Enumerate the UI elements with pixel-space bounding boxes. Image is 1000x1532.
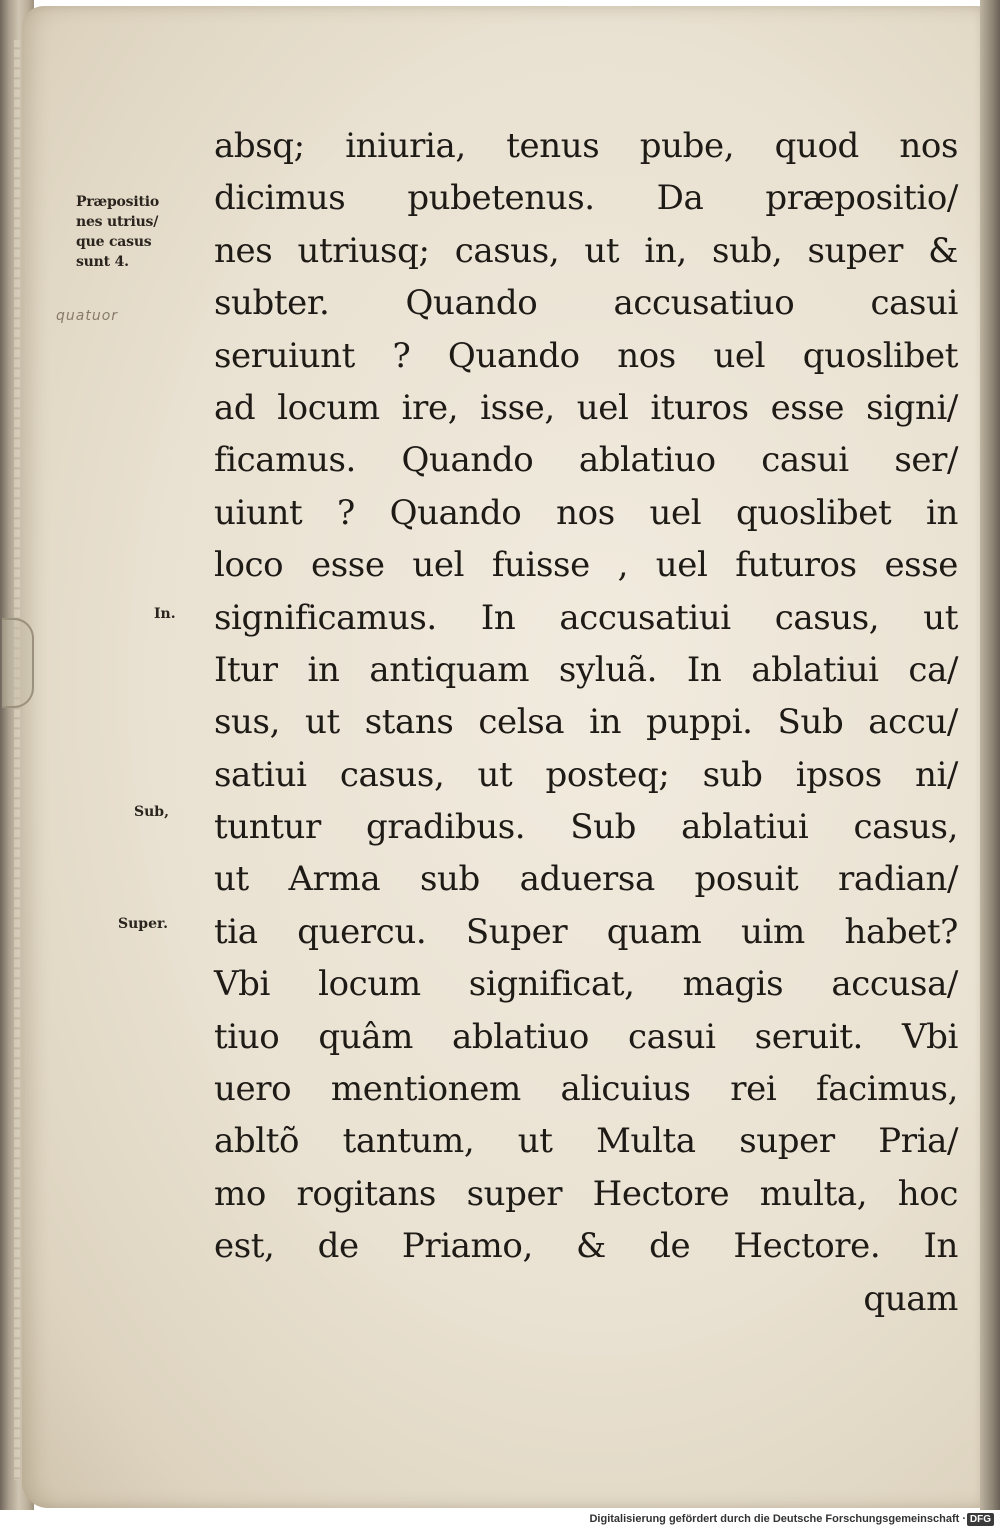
marginal-note-line: que casus [76, 234, 152, 250]
binding-clip [2, 618, 34, 708]
text-line: tuntur gradibus. Sub ablatiui casus, [214, 807, 958, 848]
marginal-note-line: Præpositio [76, 194, 160, 210]
text-line: uero mentionem alicuius rei facimus, [214, 1069, 958, 1110]
text-line: est, de Priamo, & de Hectore. In [214, 1226, 958, 1267]
text-line: sus, ut stans celsa in puppi. Sub accu/ [214, 702, 958, 743]
text-line: seruiunt ? Quando nos uel quoslibet [214, 335, 958, 376]
text-line: Itur in antiquam syluã. In ablatiui ca/ [214, 649, 958, 690]
text-line: Vbi locum significat, magis accusa/ [214, 964, 958, 1005]
text-line: nes utriusq; casus, ut in, sub, super & [214, 230, 958, 271]
text-line: ut Arma sub aduersa posuit radian/ [214, 859, 958, 900]
text-line: absq; iniuria, tenus pube, quod nos [214, 126, 958, 166]
catchword: quam [863, 1278, 958, 1319]
text-line: tiuo quâm ablatiuo casui seruit. Vbi [214, 1016, 958, 1057]
main-text-block [214, 120, 958, 1325]
page-stack-edge [14, 40, 20, 1480]
text-line: mo rogitans super Hectore multa, hoc [214, 1173, 958, 1214]
text-line: uiunt ? Quando nos uel quoslibet in [214, 492, 958, 533]
text-line: dicimus pubetenus. Da præpositio/ [214, 178, 958, 219]
marginal-note-line: nes utrius/ [76, 214, 159, 230]
text-line: significamus. In accusatiui casus, ut [214, 597, 958, 638]
right-page-edge [980, 0, 1000, 1510]
text-line: tia quercu. Super quam uim habet? [214, 911, 958, 952]
footer-credit: Digitalisierung gefördert durch die Deutsche Forschungsgemeinschaft · [589, 1513, 966, 1525]
marginal-note-line: sunt 4. [76, 254, 129, 270]
text-line: subter. Quando accusatiuo casui [214, 283, 958, 324]
marginal-label-super: Super. [118, 916, 168, 932]
dfg-logo: DFG [967, 1513, 994, 1526]
text-line: ad locum ire, isse, uel ituros esse signi/ [214, 387, 958, 428]
text-line: abltõ tantum, ut Multa super Pria/ [214, 1121, 958, 1162]
text-line: satiui casus, ut posteq; sub ipsos ni/ [214, 754, 958, 795]
text-line: ficamus. Quando ablatiuo casui ser/ [214, 440, 958, 481]
text-line: loco esse uel fuisse , uel futuros esse [214, 545, 958, 586]
marginal-note [76, 192, 216, 272]
marginal-label-in: In. [154, 606, 176, 622]
marginal-label-sub: Sub, [134, 804, 169, 820]
handwritten-annotation: quatuor [56, 308, 119, 324]
